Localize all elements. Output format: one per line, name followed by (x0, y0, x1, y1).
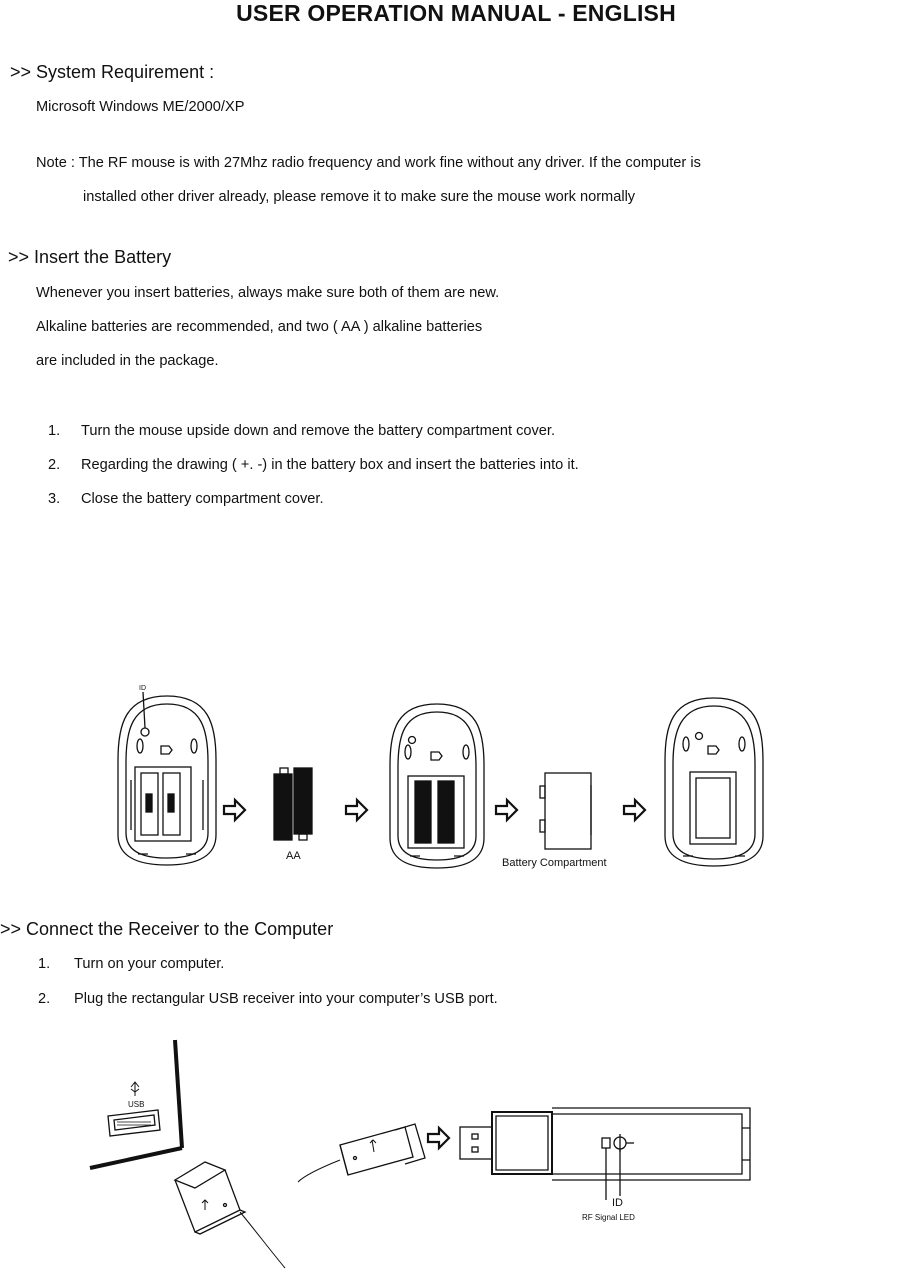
note-line-1: Note : The RF mouse is with 27Mhz radio frequency and work fine without any driver. If the computer is (36, 155, 701, 171)
receiver-step-2-number: 2. (38, 991, 51, 1007)
battery-step-1-number: 1. (48, 423, 61, 439)
battery-installation-figure (0, 670, 912, 880)
battery-text-line-3: are included in the package. (36, 353, 219, 369)
battery-step-1-text: Turn the mouse upside down and remove the battery compartment cover. (81, 423, 556, 439)
battery-figure-compartment-label: Battery Compartment (502, 857, 607, 869)
mouse-underside-open (118, 692, 216, 865)
page-title: USER OPERATION MANUAL - ENGLISH (236, 0, 676, 26)
usb-receiver-angled (175, 1162, 285, 1268)
usb-port-label: USB (128, 1100, 145, 1109)
receiver-step-1-number: 1. (38, 956, 51, 972)
battery-step-3-text: Close the battery compartment cover. (81, 491, 324, 507)
receiver-connection-figure (0, 1030, 912, 1271)
battery-step-2-text: Regarding the drawing ( +. -) in the battery box and insert the batteries into it. (81, 457, 579, 473)
mouse-underside-batteries-inserted (390, 704, 484, 868)
battery-text-line-2: Alkaline batteries are recommended, and two ( AA ) alkaline batteries (36, 319, 483, 335)
system-requirement-heading: >> System Requirement : (10, 62, 215, 82)
battery-compartment-cover (540, 773, 591, 849)
receiver-step-1-text: Turn on your computer. (74, 956, 225, 972)
note-line-2: installed other driver already, please remove it to make sure the mouse work normally (83, 189, 636, 205)
receiver-step-2-text: Plug the rectangular USB receiver into your computer’s USB port. (74, 991, 498, 1007)
arrow-icon (624, 800, 645, 820)
arrow-icon (428, 1128, 449, 1148)
system-os-text: Microsoft Windows ME/2000/XP (36, 99, 245, 115)
rf-signal-led-label: RF Signal LED (582, 1213, 635, 1222)
arrow-icon (496, 800, 517, 820)
battery-text-line-1: Whenever you insert batteries, always make sure both of them are new. (36, 285, 500, 301)
battery-figure-aa-label: AA (286, 850, 301, 862)
usb-icon (131, 1082, 139, 1096)
receiver-id-label: ID (612, 1197, 623, 1209)
arrow-icon (224, 800, 245, 820)
receiver-heading: >> Connect the Receiver to the Computer (0, 919, 334, 939)
battery-step-2-number: 2. (48, 457, 61, 473)
usb-receiver-open (460, 1108, 750, 1200)
battery-figure-id-label: ID (139, 685, 146, 692)
mouse-underside-closed (665, 698, 763, 866)
aa-batteries (274, 768, 312, 840)
battery-step-3-number: 3. (48, 491, 61, 507)
battery-heading: >> Insert the Battery (8, 247, 172, 267)
usb-receiver-horizontal (298, 1124, 425, 1182)
arrow-icon (346, 800, 367, 820)
